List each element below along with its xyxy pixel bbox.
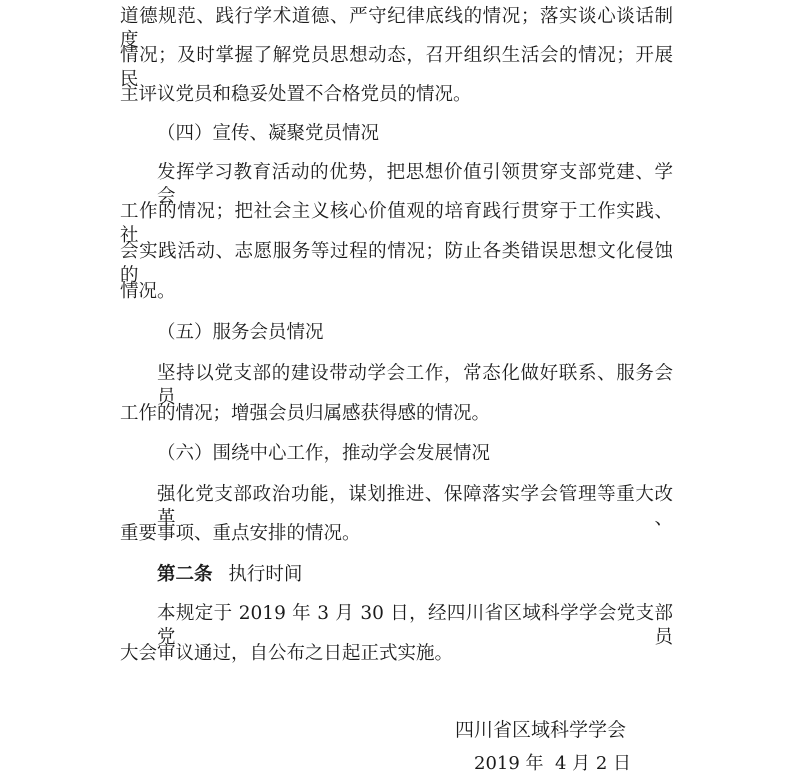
article-2-label: 第二条	[157, 564, 213, 585]
section-5-line-2: 工作的情况；增强会员归属感获得感的情况。	[120, 403, 491, 424]
body-line-2: 情况；及时掌握了解党员思想动态，召开组织生活会的情况；开展民	[120, 45, 673, 90]
section-4-line-4: 情况。	[120, 281, 176, 302]
article-2-title: 执行时间	[228, 564, 303, 585]
article-2-heading	[157, 563, 302, 587]
body-line-1: 道德规范、践行学术道德、严守纪律底线的情况；落实谈心谈话制度	[120, 6, 673, 51]
section-4-line-1: 发挥学习教育活动的优势，把思想价值引领贯穿支部党建、学会	[157, 162, 673, 207]
section-5-heading: （五）服务会员情况	[157, 322, 324, 343]
section-6-line-1: 强化党支部政治功能，谋划推进、保障落实学会管理等重大改革、	[157, 484, 673, 529]
signature-date: 2019 年 4 月 2 日	[474, 753, 632, 774]
article-2-line-2: 大会审议通过，自公布之日起正式实施。	[120, 643, 454, 664]
section-6-line-2: 重要事项、重点安排的情况。	[120, 523, 361, 544]
section-4-line-2: 工作的情况；把社会主义核心价值观的培育践行贯穿于工作实践、社	[120, 201, 673, 246]
section-4-line-3: 会实践活动、志愿服务等过程的情况；防止各类错误思想文化侵蚀的	[120, 241, 673, 286]
article-2-line-1: 本规定于 2019 年 3 月 30 日，经四川省区域科学学会党支部党员	[157, 603, 673, 648]
signature-org: 四川省区域科学学会	[455, 719, 627, 741]
section-6-heading: （六）围绕中心工作，推动学会发展情况	[157, 443, 491, 464]
section-4-heading: （四）宣传、凝聚党员情况	[157, 123, 380, 144]
section-5-line-1: 坚持以党支部的建设带动学会工作，常态化做好联系、服务会员	[157, 363, 673, 408]
body-line-3: 主评议党员和稳妥处置不合格党员的情况。	[120, 84, 472, 105]
